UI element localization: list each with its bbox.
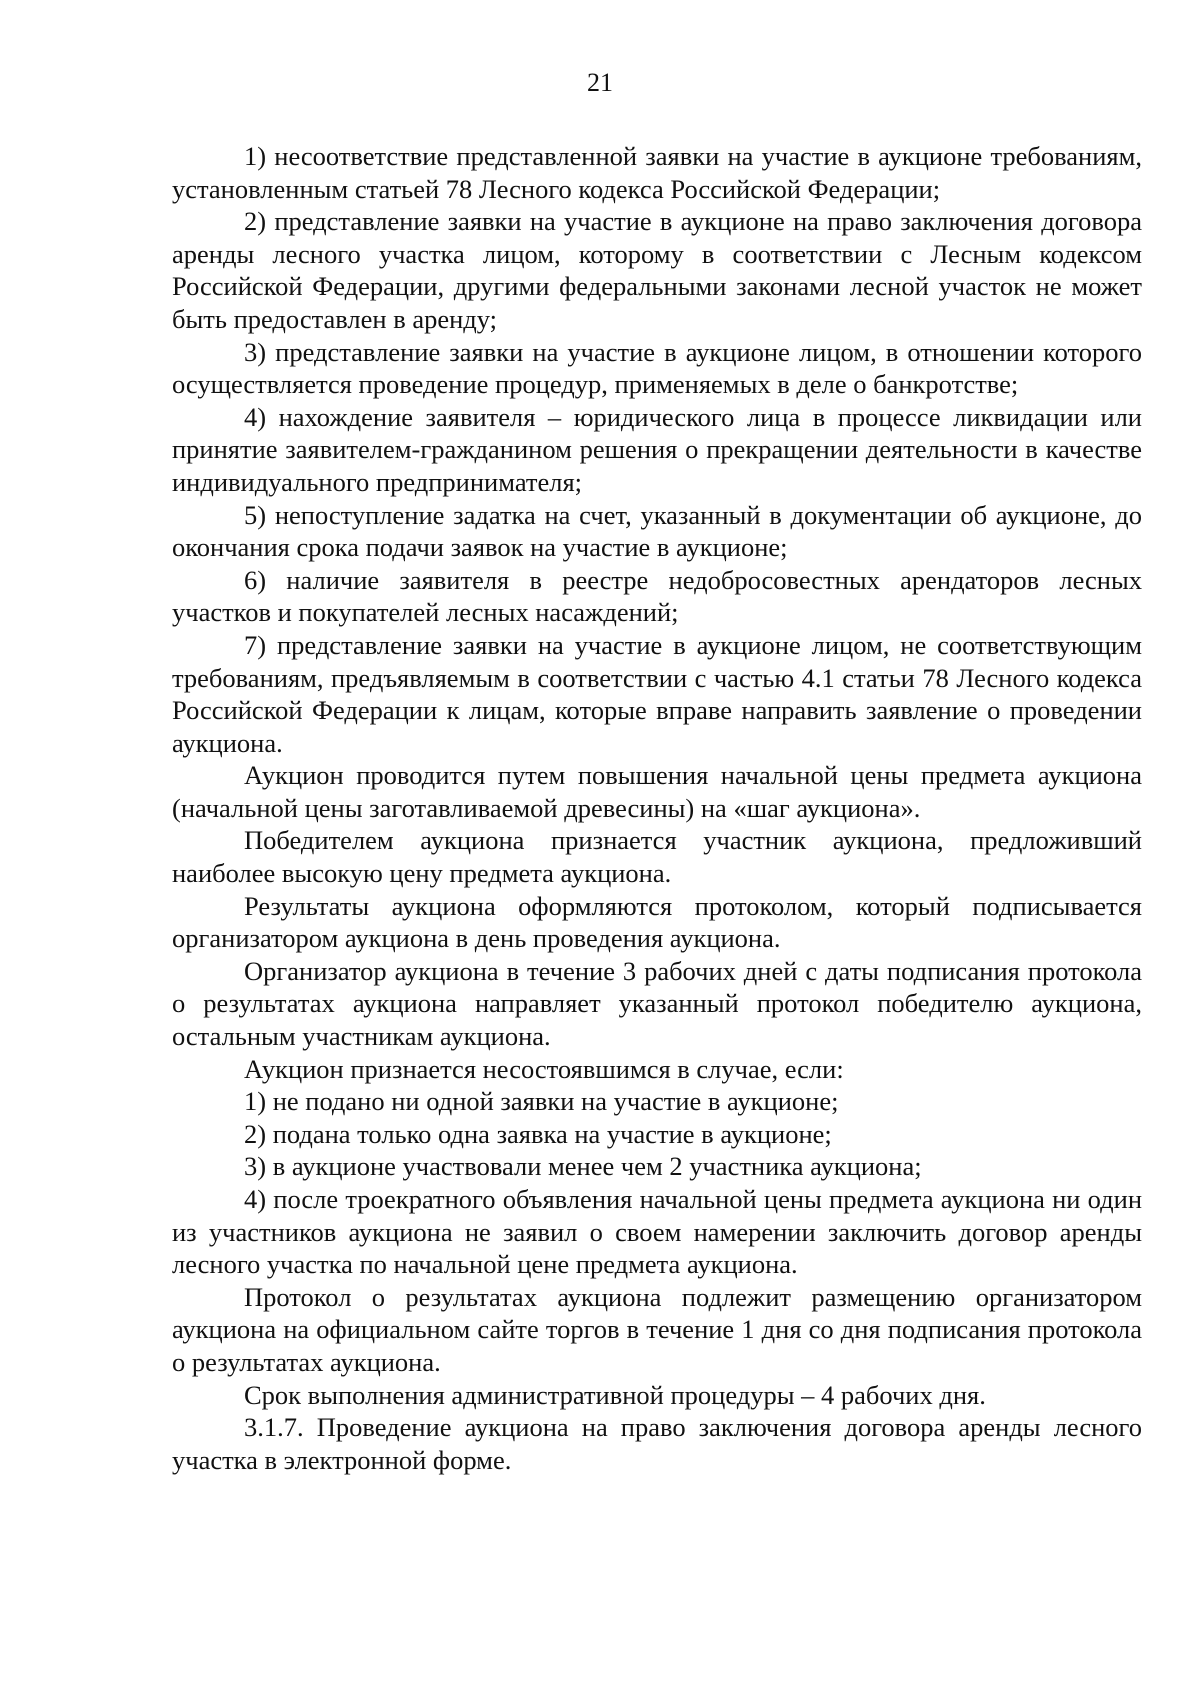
paragraph: 4) после троекратного объявления начальной цены предмета аукциона ни один из участников аукциона не заявил о своем намерении заключить договор аренды лесного участка по начальной цене предмета аукциона. (172, 1184, 1142, 1280)
page-number: 21 (587, 68, 613, 97)
paragraph: Аукцион проводится путем повышения начальной цены предмета аукциона (начальной цены заготавливаемой древесины) на «шаг аукциона». (172, 760, 1142, 823)
paragraph: 3) в аукционе участвовали менее чем 2 участника аукциона; (244, 1151, 922, 1182)
paragraph: Организатор аукциона в течение 3 рабочих дней с даты подписания протокола о результатах аукциона направляет указанный протокол победителю аукциона, остальным участникам аукциона. (172, 955, 1142, 1052)
paragraph: 5) непоступление задатка на счет, указанный в документации об аукционе, до окончания срока подачи заявок на участие в аукционе; (172, 499, 1142, 563)
paragraph: 4) нахождение заявителя – юридического лица в процессе ликвидации или принятие заявителем-гражданином решения о прекращении деятельности в качестве индивидуального предпринимателя; (172, 401, 1142, 497)
paragraph: 1) не подано ни одной заявки на участие в аукционе; (244, 1086, 839, 1117)
paragraph: 2) подана только одна заявка на участие в аукционе; (244, 1118, 832, 1149)
paragraph: 6) наличие заявителя в реестре недобросовестных арендаторов лесных участков и покупателей лесных насаждений; (172, 564, 1142, 628)
paragraph: 1) несоответствие представленной заявки на участие в аукционе требованиям, установленным статьей 78 Лесного кодекса Российской Федерации; (172, 141, 1142, 204)
paragraph: Победителем аукциона признается участник аукциона, предложивший наиболее высокую цену предмета аукциона. (172, 825, 1142, 889)
paragraph: 2) представление заявки на участие в аукционе на право заключения договора аренды лесного участка лицом, которому в соответствии с Лесным кодексом Российской Федерации, другими федеральными законами лесной участок не может быть предоставлен в аренду; (172, 206, 1142, 334)
paragraph: Результаты аукциона оформляются протоколом, который подписывается организатором аукциона в день проведения аукциона. (172, 890, 1142, 954)
paragraph: Протокол о результатах аукциона подлежит размещению организатором аукциона на официальном сайте торгов в течение 1 дня со дня подписания протокола о результатах аукциона. (172, 1281, 1142, 1377)
paragraph: 7) представление заявки на участие в аукционе лицом, не соответствующим требованиям, предъявляемым в соответствии с частью 4.1 статьи 78 Лесного кодекса Российской Федерации к лицам, которые вправе направить заявление о проведении аукциона. (172, 629, 1142, 758)
paragraph: Аукцион признается несостоявшимся в случае, если: (244, 1053, 844, 1084)
paragraph: 3) представление заявки на участие в аукционе лицом, в отношении которого осуществляется проведение процедур, применяемых в деле о банкротстве; (172, 336, 1142, 400)
paragraph: 3.1.7. Проведение аукциона на право заключения договора аренды лесного участка в электронной форме. (172, 1412, 1142, 1475)
paragraph: Срок выполнения административной процедуры – 4 рабочих дня. (244, 1379, 986, 1410)
document-body (172, 140, 1142, 1476)
